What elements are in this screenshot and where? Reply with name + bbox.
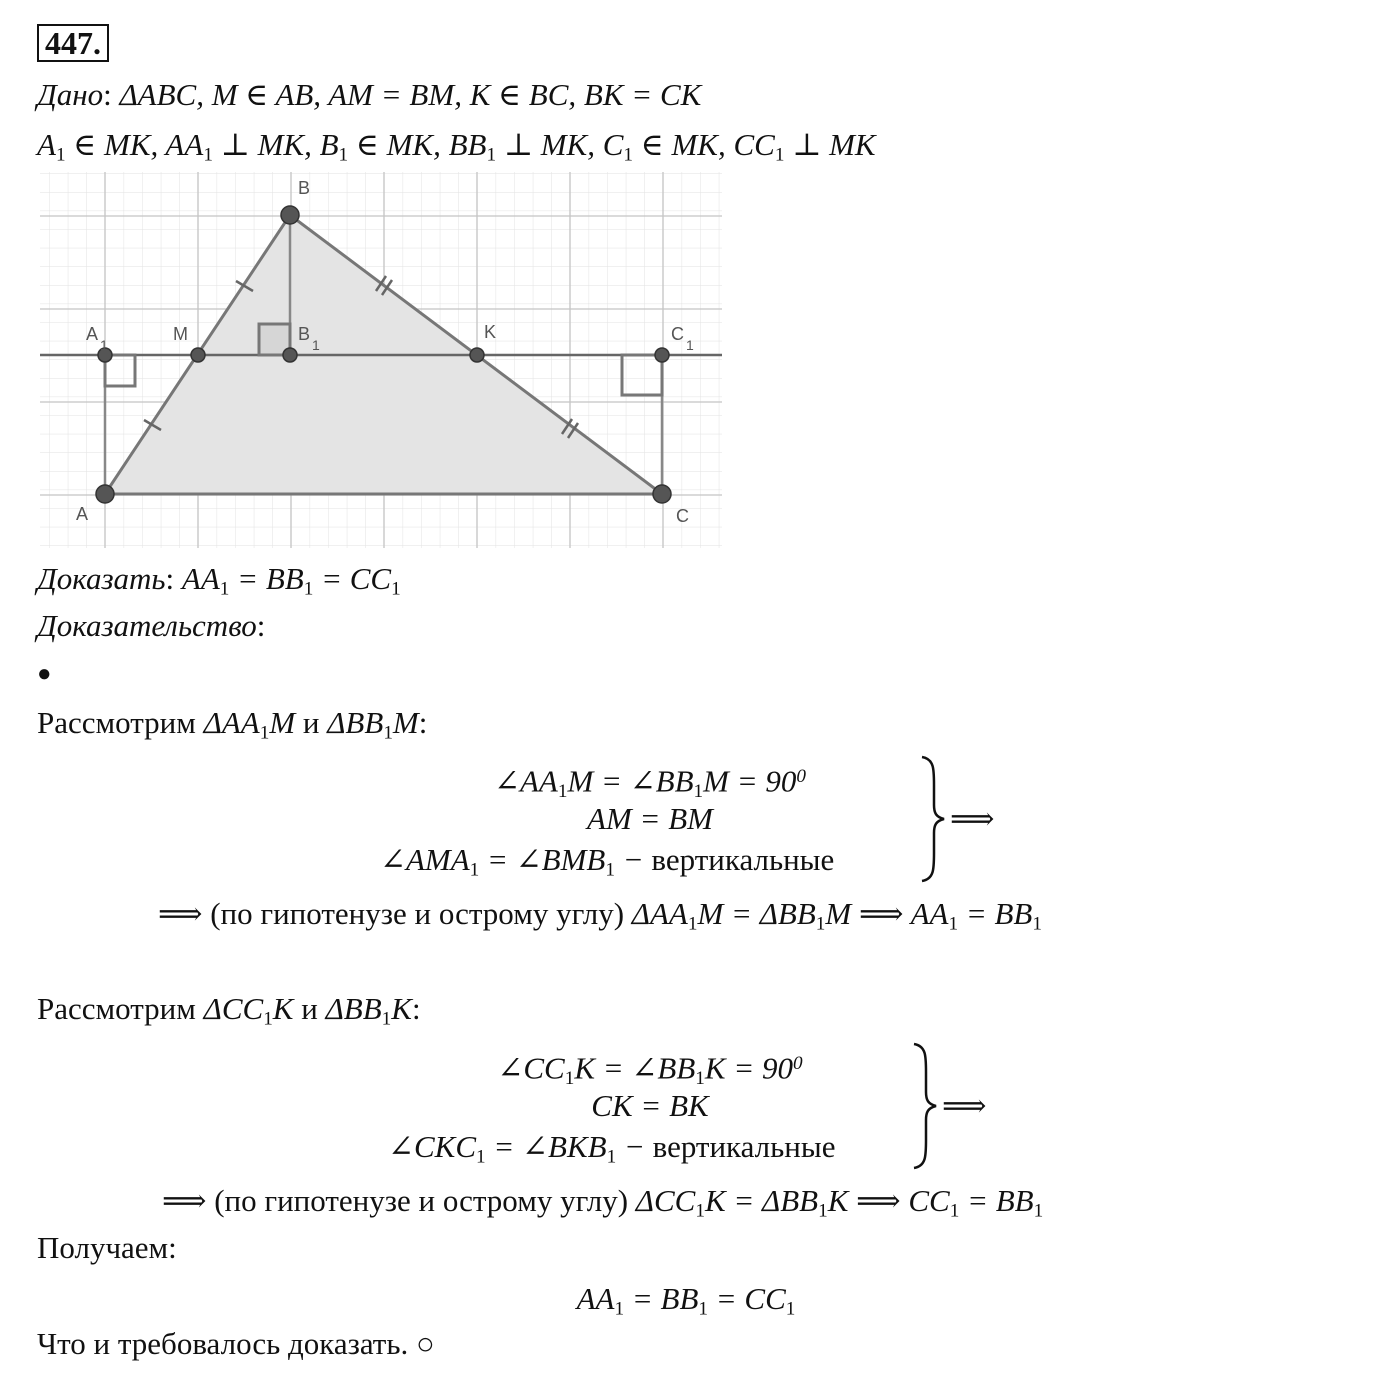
- given-line-1: Дано: ΔABC, M ∈ AB, AM = BM, K ∈ BC, BK = CK: [37, 77, 702, 112]
- step2-intro: Рассмотрим $\Delta CC_1K$ и $\Delta BB_1K$:: [37, 991, 421, 1030]
- label-a1: A: [86, 324, 99, 344]
- step2-cond3: $\angle CKC_1$ = $\angle BKB_1$ − вертикальные: [388, 1129, 836, 1168]
- step2-conclusion: ⟹ (по гипотенузе и острому углу) $\Delta CC_1K = \Delta BB_1K$ ⟹ $CC_1 = BB_1$: [162, 1183, 1044, 1222]
- label-b: B: [298, 178, 311, 198]
- step1-cond1: $\angle AA_1M$ = $\angle BB_1M = 90^0$: [493, 763, 807, 802]
- step2-brace: [910, 1042, 940, 1170]
- result-formula: $AA_1 = BB_1 = CC_1$: [576, 1281, 796, 1320]
- step1-conclusion: ⟹ (по гипотенузе и острому углу) $\Delta AA_1M = \Delta BB_1M$ ⟹ $AA_1 = BB_1$: [158, 896, 1042, 935]
- qed-line: Что и требовалось доказать. ○: [37, 1326, 435, 1361]
- bullet: ●: [37, 661, 52, 687]
- proof-heading: Доказательство:: [37, 608, 266, 643]
- label-c1-sub: 1: [686, 337, 694, 353]
- label-a1-sub: 1: [100, 337, 108, 353]
- step1-implies: ⟹: [950, 801, 995, 836]
- label-b1-sub: 1: [312, 337, 320, 353]
- label-m: M: [173, 324, 188, 344]
- step1-brace: [918, 755, 948, 883]
- label-c1: C: [671, 324, 684, 344]
- step1-intro: Рассмотрим $\Delta AA_1M$ и $\Delta BB_1M$:: [37, 705, 428, 744]
- label-k: K: [484, 322, 497, 342]
- step2-cond2: CK = BK: [591, 1088, 709, 1123]
- step1-cond3: $\angle AMA_1$ = $\angle BMB_1$ − вертикальные: [380, 842, 835, 881]
- prove-statement: $AA_1 = BB_1 = CC_1$: [181, 561, 401, 600]
- prove-line: Доказать: $AA_1 = BB_1 = CC_1$: [37, 561, 401, 600]
- label-c: C: [676, 506, 689, 526]
- step2-cond1: $\angle CC_1K$ = $\angle BB_1K = 90^0$: [497, 1050, 803, 1089]
- problem-number: 447.: [37, 24, 109, 62]
- step2-implies: ⟹: [942, 1088, 987, 1123]
- prove-label: Доказать: [37, 561, 166, 596]
- step1-cond2: AM = BM: [587, 801, 713, 836]
- given-conditions: ΔABC, M ∈ AB, AM = BM, K ∈ BC, BK = CK: [119, 77, 702, 112]
- given-line-2: $A_1$ ∈ MK, $AA_1$ ⊥ MK, $B_1$ ∈ MK, $BB_1$ ⊥ MK, $C_1$ ∈ MK, $CC_1$ ⊥ MK: [37, 127, 876, 166]
- label-a: A: [76, 504, 89, 524]
- result-label: Получаем:: [37, 1230, 177, 1265]
- label-b1: B: [298, 324, 311, 344]
- given-label: Дано: [37, 77, 104, 112]
